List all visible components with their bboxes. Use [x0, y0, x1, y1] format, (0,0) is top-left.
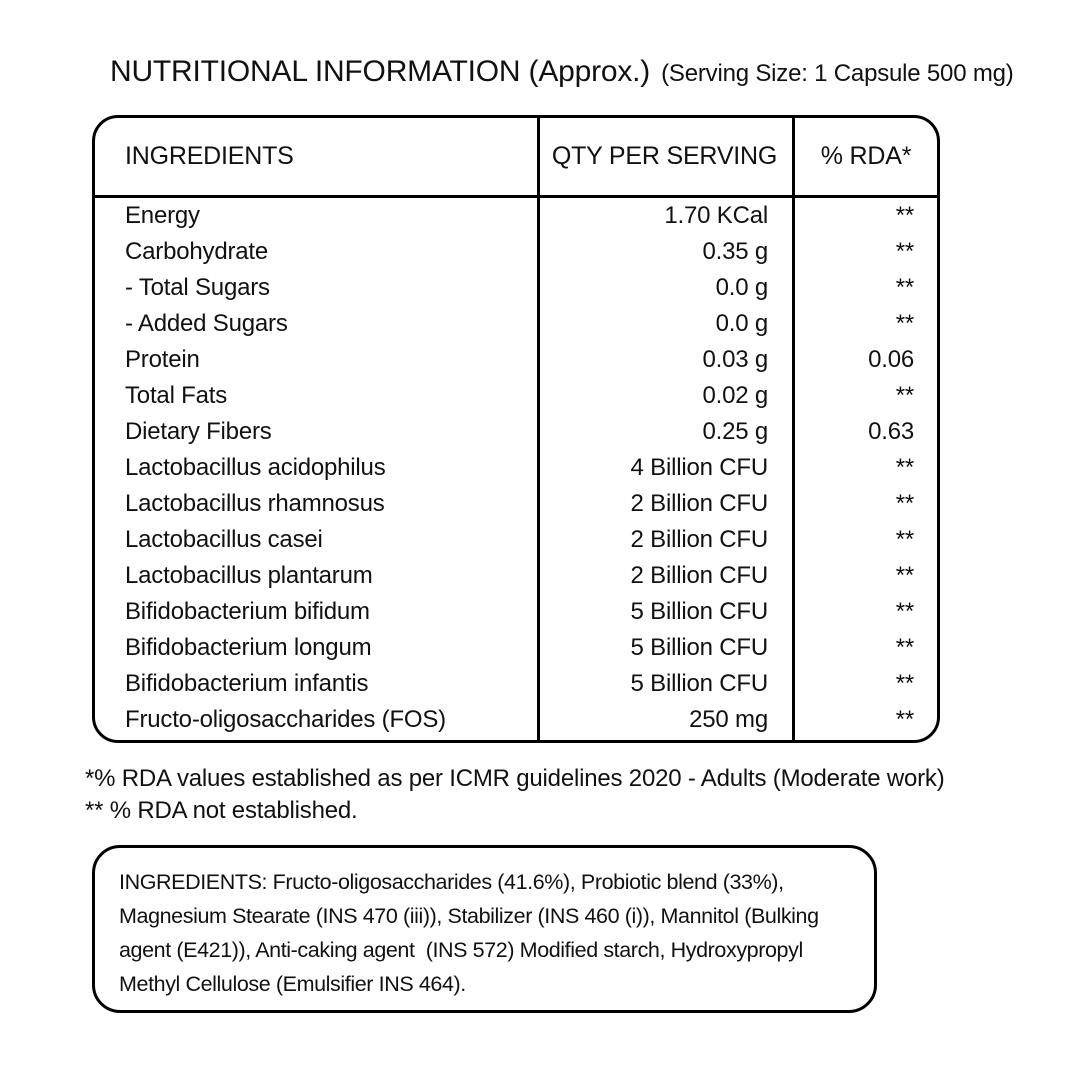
cell-qty: 2 Billion CFU [630, 562, 768, 589]
cell-qty: 4 Billion CFU [630, 454, 768, 481]
cell-ingredient: Dietary Fibers [125, 418, 272, 445]
cell-ingredient: Protein [125, 346, 200, 373]
cell-ingredient: Bifidobacterium infantis [125, 670, 369, 697]
cell-ingredient: Energy [125, 202, 200, 229]
header-qty-per-serving: QTY PER SERVING [551, 142, 778, 170]
cell-qty: 0.0 g [715, 310, 768, 337]
table-row [95, 522, 937, 558]
cell-qty: 0.03 g [702, 346, 768, 373]
header-rda: % RDA* [820, 142, 912, 170]
nutrition-table [92, 115, 940, 743]
table-row [95, 666, 937, 702]
cell-qty: 5 Billion CFU [630, 598, 768, 625]
cell-ingredient: Lactobacillus rhamnosus [125, 490, 385, 517]
footnote-line-1: *% RDA values established as per ICMR guidelines 2020 - Adults (Moderate work) [85, 765, 945, 792]
cell-ingredient: Bifidobacterium longum [125, 634, 372, 661]
table-row [95, 306, 937, 342]
cell-rda: ** [895, 454, 914, 481]
cell-ingredient: Fructo-oligosaccharides (FOS) [125, 706, 446, 733]
ingredients-box [92, 845, 877, 1013]
cell-rda: ** [895, 706, 914, 733]
table-row [95, 414, 937, 450]
table-row [95, 702, 937, 738]
cell-rda: ** [895, 526, 914, 553]
cell-ingredient: - Total Sugars [125, 274, 270, 301]
cell-rda: ** [895, 670, 914, 697]
cell-rda: 0.06 [868, 346, 914, 373]
cell-qty: 2 Billion CFU [630, 526, 768, 553]
cell-ingredient: Bifidobacterium bifidum [125, 598, 370, 625]
cell-ingredient: Lactobacillus acidophilus [125, 454, 386, 481]
cell-ingredient: Total Fats [125, 382, 228, 409]
table-row [95, 594, 937, 630]
cell-qty: 0.0 g [715, 274, 768, 301]
cell-rda: ** [895, 310, 914, 337]
table-row [95, 198, 937, 234]
cell-rda: ** [895, 490, 914, 517]
cell-qty: 5 Billion CFU [630, 634, 768, 661]
table-row [95, 630, 937, 666]
title-main: NUTRITIONAL INFORMATION (Approx.) [110, 55, 651, 88]
cell-qty: 0.35 g [702, 238, 768, 265]
table-row [95, 270, 937, 306]
cell-qty: 0.25 g [702, 418, 768, 445]
cell-qty: 2 Billion CFU [630, 490, 768, 517]
table-row [95, 342, 937, 378]
cell-ingredient: Lactobacillus plantarum [125, 562, 373, 589]
cell-qty: 5 Billion CFU [630, 670, 768, 697]
ingredients-box-line: Magnesium Stearate (INS 470 (iii)), Stabilizer (INS 460 (i)), Mannitol (Bulking [119, 904, 819, 928]
cell-rda: ** [895, 634, 914, 661]
table-row [95, 378, 937, 414]
footnotes [85, 763, 945, 827]
page-title [110, 55, 1014, 89]
header-ingredients: INGREDIENTS [125, 142, 294, 170]
table-row [95, 558, 937, 594]
cell-qty: 1.70 KCal [664, 202, 768, 229]
table-body [95, 198, 937, 738]
table-row [95, 234, 937, 270]
cell-ingredient: Carbohydrate [125, 238, 269, 265]
table-row [95, 486, 937, 522]
cell-ingredient: Lactobacillus casei [125, 526, 323, 553]
cell-rda: ** [895, 238, 914, 265]
cell-rda: 0.63 [868, 418, 914, 445]
cell-rda: ** [895, 382, 914, 409]
cell-ingredient: - Added Sugars [125, 310, 288, 337]
ingredients-box-line: Methyl Cellulose (Emulsifier INS 464). [119, 972, 466, 996]
table-row [95, 450, 937, 486]
ingredients-box-line: INGREDIENTS: Fructo-oligosaccharides (41.6%), Probiotic blend (33%), [119, 870, 784, 894]
table-header-row [95, 118, 937, 198]
cell-qty: 0.02 g [702, 382, 768, 409]
title-serving-size: (Serving Size: 1 Capsule 500 mg) [661, 60, 1014, 87]
cell-qty: 250 mg [689, 706, 768, 733]
cell-rda: ** [895, 202, 914, 229]
cell-rda: ** [895, 562, 914, 589]
cell-rda: ** [895, 274, 914, 301]
ingredients-box-line: agent (E421)), Anti-caking agent (INS 572) Modified starch, Hydroxypropyl [119, 938, 803, 962]
footnote-line-2: ** % RDA not established. [85, 797, 358, 824]
cell-rda: ** [895, 598, 914, 625]
